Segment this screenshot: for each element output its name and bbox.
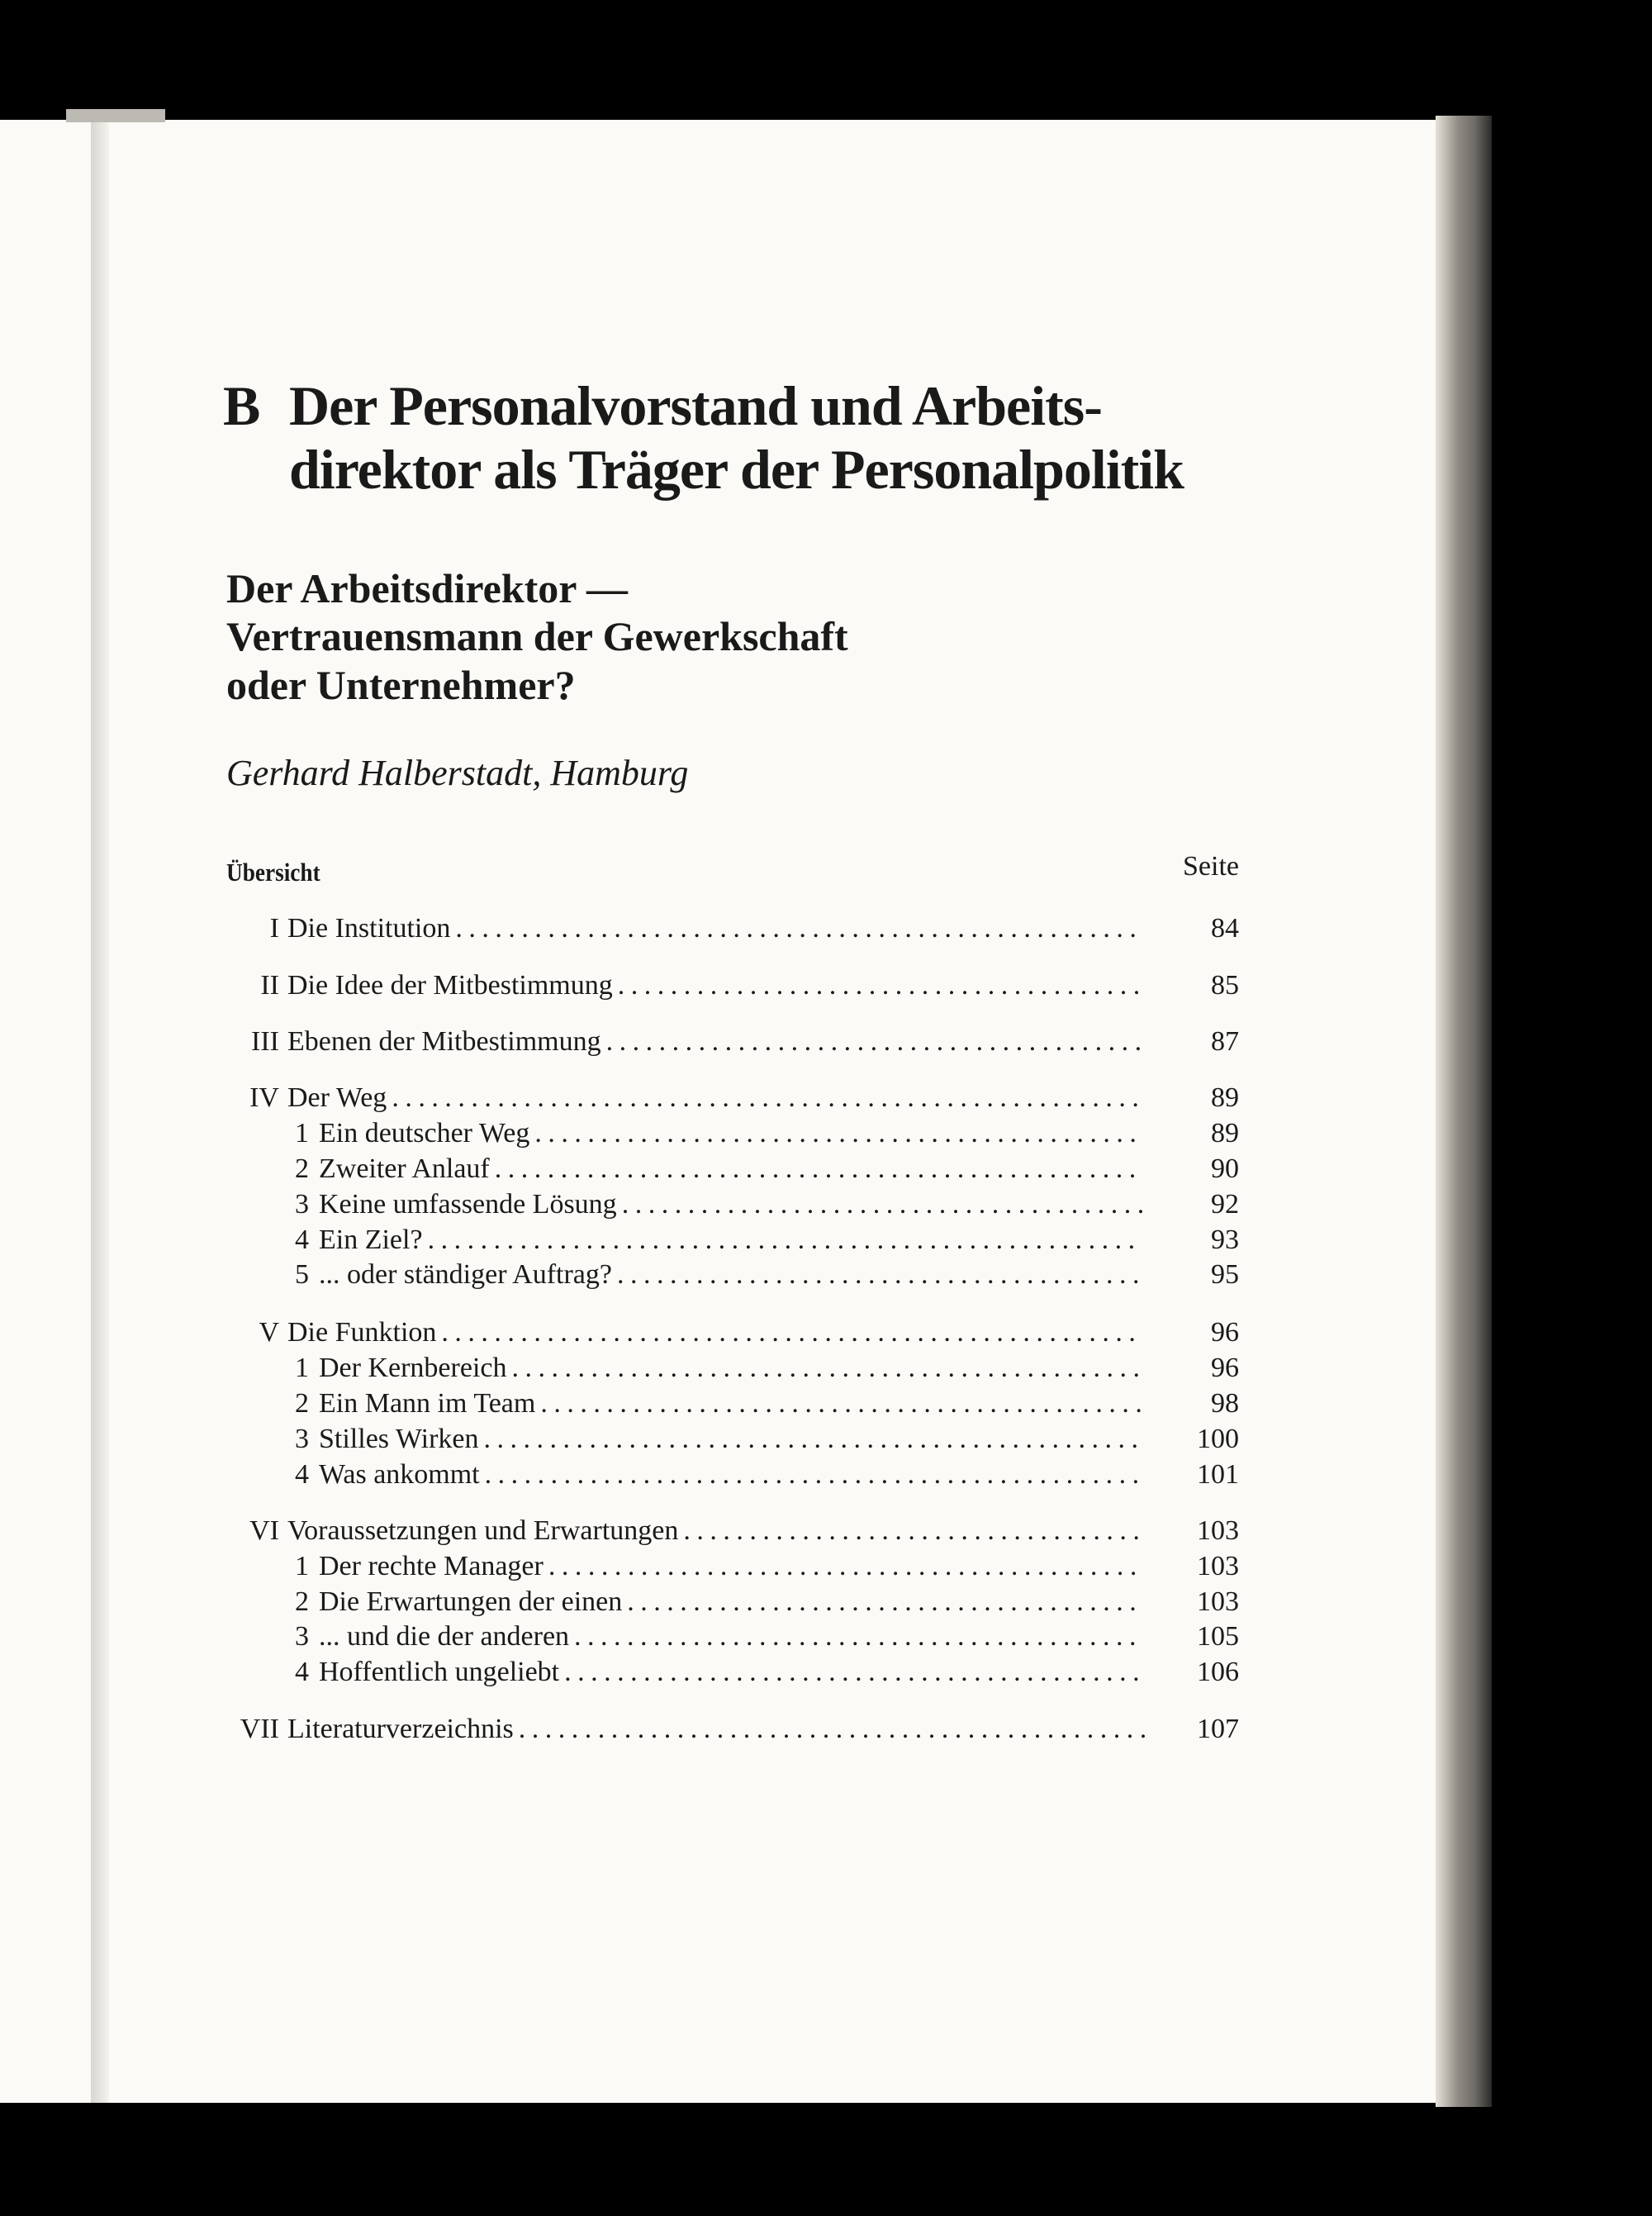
toc-entry-number: 3 — [295, 1424, 309, 1454]
toc-entry — [226, 1585, 1239, 1619]
toc-entry-number: 1 — [295, 1551, 309, 1581]
toc-entry-title: Die Institution — [287, 913, 451, 944]
toc-entry-title: Ebenen der Mitbestimmung — [287, 1026, 601, 1057]
article-title-line1: Der Arbeitsdirektor — — [226, 565, 629, 611]
leader-dots — [441, 1315, 1148, 1350]
toc-entry-page: 90 — [1211, 1153, 1239, 1184]
toc-entry-number: 2 — [295, 1388, 309, 1419]
chapter-title-line1: Der Personalvorstand und Arbeits- — [289, 374, 1102, 437]
toc-entry-title: Ein Mann im Team — [319, 1388, 536, 1419]
toc-entry — [226, 1152, 1239, 1186]
leader-dots — [484, 1422, 1149, 1457]
toc-entry — [226, 968, 1239, 1003]
toc-entry-title: Die Erwartungen der einen — [319, 1586, 623, 1617]
toc-entry-title: Literaturverzeichnis — [287, 1714, 514, 1744]
toc-entry-page: 87 — [1211, 1026, 1239, 1057]
toc-entry-page: 103 — [1197, 1551, 1239, 1581]
toc-entry-title: Hoffentlich ungeliebt — [319, 1657, 560, 1687]
toc-entry-number: I — [269, 913, 279, 944]
leader-dots — [606, 1025, 1148, 1059]
toc-entry-page: 89 — [1211, 1082, 1239, 1113]
toc-entry-title: Keine umfassende Lösung — [319, 1189, 617, 1220]
leader-dots — [618, 968, 1148, 1003]
toc-entry-number: 4 — [295, 1459, 309, 1490]
toc-entry — [226, 1514, 1239, 1548]
leader-dots — [622, 1187, 1148, 1222]
book-page-edges — [1436, 116, 1492, 2107]
leader-dots — [564, 1655, 1148, 1690]
toc-entry-number: 1 — [295, 1118, 309, 1148]
leader-dots — [392, 1081, 1148, 1115]
toc-entry — [226, 1549, 1239, 1584]
toc-entry-page: 93 — [1211, 1225, 1239, 1255]
toc-entry-number: 5 — [295, 1259, 309, 1290]
leader-dots — [627, 1585, 1148, 1619]
page-edge — [66, 109, 165, 122]
toc-entry-number: VI — [249, 1515, 279, 1546]
toc-entry-page: 95 — [1211, 1259, 1239, 1290]
toc-entry-title: Die Idee der Mitbestimmung — [287, 970, 613, 1001]
toc-entry-title: ... oder ständiger Auftrag? — [319, 1259, 612, 1290]
leader-dots — [534, 1116, 1148, 1151]
toc-entry-title: Ein Ziel? — [319, 1225, 423, 1255]
toc-entry — [226, 1258, 1239, 1292]
toc-entry-page: 100 — [1197, 1424, 1239, 1454]
leader-dots — [574, 1619, 1148, 1654]
leader-dots — [617, 1258, 1148, 1292]
toc-entry-page: 85 — [1211, 970, 1239, 1001]
toc-entry-number: 3 — [295, 1189, 309, 1220]
leader-dots — [428, 1223, 1148, 1258]
toc-entry-page: 89 — [1211, 1118, 1239, 1148]
toc-entry-title: Stilles Wirken — [319, 1424, 479, 1454]
toc-entry-page: 105 — [1197, 1621, 1239, 1652]
toc-entry — [226, 1315, 1239, 1350]
toc-page-column-label: Seite — [1183, 851, 1239, 882]
toc-entry-number: VII — [240, 1714, 279, 1744]
toc-entry-title: Voraussetzungen und Erwartungen — [287, 1515, 679, 1546]
toc-entry-page: 96 — [1211, 1317, 1239, 1348]
toc-entry-number: 4 — [295, 1225, 309, 1255]
leader-dots — [455, 911, 1148, 946]
leader-dots — [495, 1152, 1148, 1186]
toc-entry-number: 3 — [295, 1621, 309, 1652]
toc-entry-number: 1 — [295, 1353, 309, 1383]
chapter-letter: B — [223, 374, 260, 437]
toc-entry-title: Die Funktion — [287, 1317, 437, 1348]
toc-entry-page: 92 — [1211, 1189, 1239, 1220]
toc-entry-number: IV — [249, 1082, 279, 1113]
toc-entry-page: 98 — [1211, 1388, 1239, 1419]
article-title-line2: Vertrauensmann der Gewerkschaft — [226, 613, 848, 659]
toc-entry-page: 96 — [1211, 1353, 1239, 1383]
toc-entry — [226, 1081, 1239, 1115]
toc-entry — [226, 1655, 1239, 1690]
toc-entry — [226, 1619, 1239, 1654]
toc-entry-title: Der Weg — [287, 1082, 387, 1113]
toc-entry-number: III — [251, 1026, 279, 1057]
toc-entry — [226, 1116, 1239, 1151]
toc-entry-page: 101 — [1197, 1459, 1239, 1490]
toc-entry-title: Der Kernbereich — [319, 1353, 507, 1383]
toc-entry-title: Der rechte Manager — [319, 1551, 544, 1581]
toc-entry-title: Zweiter Anlauf — [319, 1153, 490, 1184]
leader-dots — [540, 1386, 1148, 1421]
toc-entry-number: II — [260, 970, 279, 1001]
toc-entry-number: V — [259, 1317, 279, 1348]
toc-heading: Übersicht — [226, 858, 320, 887]
article-title-line3: oder Unternehmer? — [226, 662, 576, 708]
toc-entry-number: 4 — [295, 1657, 309, 1687]
leader-dots — [519, 1712, 1148, 1747]
author-line: Gerhard Halberstadt, Hamburg — [226, 753, 689, 793]
toc-entry-title: ... und die der anderen — [319, 1621, 570, 1652]
toc-entry-number: 2 — [295, 1153, 309, 1184]
toc-entry — [226, 1458, 1239, 1492]
toc-entry-page: 107 — [1197, 1714, 1239, 1744]
chapter-title-line2: direktor als Träger der Personalpolitik — [289, 438, 1184, 501]
toc-entry — [226, 1025, 1239, 1059]
toc-entry-title: Was ankommt — [319, 1459, 480, 1490]
toc-entry-page: 103 — [1197, 1515, 1239, 1546]
toc-entry-number: 2 — [295, 1586, 309, 1617]
page-gutter — [91, 120, 109, 2103]
toc-entry — [226, 1351, 1239, 1386]
toc-entry — [226, 1187, 1239, 1222]
leader-dots — [548, 1549, 1148, 1584]
leader-dots — [511, 1351, 1148, 1386]
leader-dots — [683, 1514, 1148, 1548]
toc-entry-page: 106 — [1197, 1657, 1239, 1687]
toc-entry — [226, 1422, 1239, 1457]
toc-entry-title: Ein deutscher Weg — [319, 1118, 530, 1148]
toc-entry — [226, 1712, 1239, 1747]
toc-entry-page: 84 — [1211, 913, 1239, 944]
toc-entry-page: 103 — [1197, 1586, 1239, 1617]
toc-entry — [226, 1223, 1239, 1258]
toc-entry — [226, 1386, 1239, 1421]
leader-dots — [485, 1458, 1148, 1492]
toc-entry — [226, 911, 1239, 946]
